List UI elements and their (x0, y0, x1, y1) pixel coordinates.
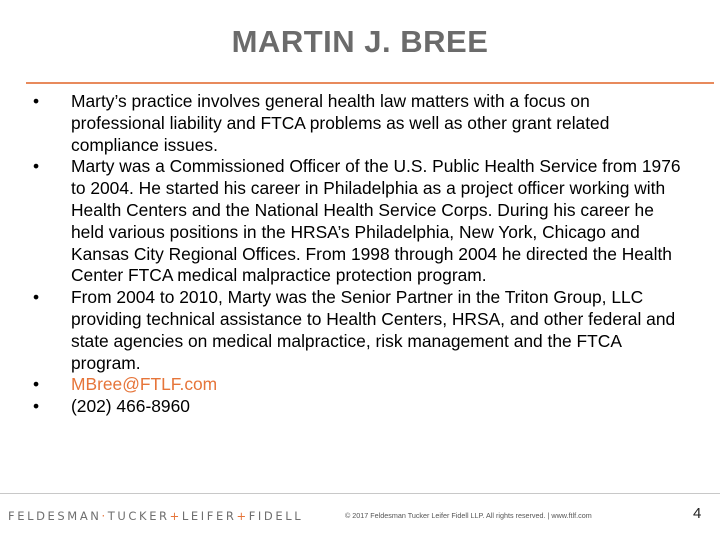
logo-word: TUCKER (107, 509, 170, 523)
bullet-text: From 2004 to 2010, Marty was the Senior Partner in the Triton Group, LLC providing technical assistance to Health Centers, HRSA, and other federal and state agencies on medical malpractice, risk management and the FTCA program. (71, 287, 676, 373)
bullet-list (26, 91, 686, 418)
firm-logo (8, 509, 303, 523)
page-number: 4 (693, 505, 702, 522)
logo-separator: · (101, 509, 108, 523)
bullet-dot-icon: • (32, 91, 40, 111)
bullet-dot-icon: • (32, 287, 40, 308)
logo-separator: + (236, 509, 249, 523)
bullet-dot-icon: • (32, 374, 40, 395)
footer-divider (0, 493, 720, 494)
slide-title: MARTIN J. BREE (231, 24, 489, 59)
bullet-career (26, 156, 686, 287)
logo-word: FIDELL (248, 509, 304, 523)
logo-word: FELDESMAN (8, 509, 102, 523)
logo-word: LEIFER (181, 509, 237, 523)
bullet-text: Marty was a Commissioned Officer of the U.S. Public Health Service from 1976 to 2004. He started his career in Philadelphia as a project officer working with Health Centers and the National Health Service Corps. During his career he held various positions in the HRSA’s Philadelphia, New York, Chicago and Kansas City Regional Offices. From 1998 through 2004 he directed the Health Center FTCA medical malpractice protection program. (71, 156, 681, 286)
bullet-text: Marty’s practice involves general health law matters with a focus on professional liability and FTCA problems as well as other grant related compliance issues. (71, 91, 610, 155)
bullet-dot-icon: • (32, 156, 40, 177)
bullet-triton (26, 287, 686, 374)
phone-number: (202) 466-8960 (71, 396, 190, 417)
bullet-phone (26, 396, 686, 418)
copyright-notice: © 2017 Feldesman Tucker Leifer Fidell LLP. All rights reserved. | www.ftlf.com (345, 511, 592, 520)
bullet-practice (26, 91, 686, 156)
title-divider (26, 82, 714, 84)
bullet-email (26, 374, 686, 396)
bullet-dot-icon: • (32, 396, 40, 417)
logo-separator: + (169, 509, 182, 523)
email-link[interactable]: MBree@FTLF.com (71, 374, 218, 395)
